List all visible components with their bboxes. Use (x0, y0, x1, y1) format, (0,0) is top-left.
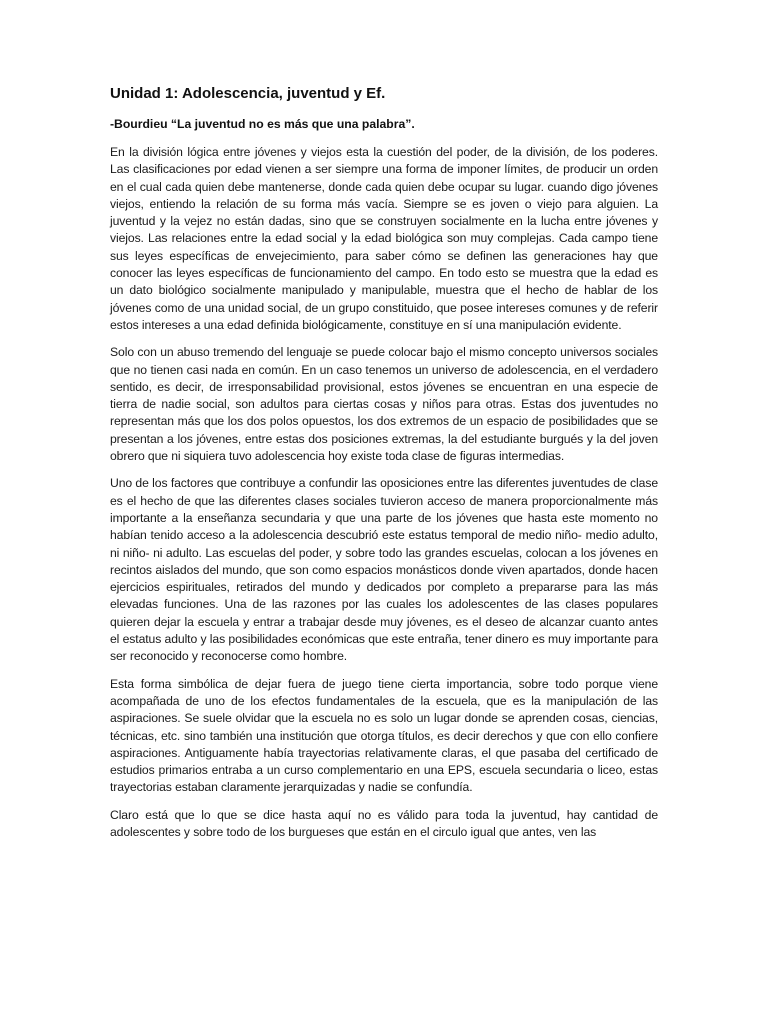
paragraph-4: Esta forma simbólica de dejar fuera de juego tiene cierta importancia, sobre todo porque viene acompañada de uno de los efectos fundamentales de la escuela, que es la manipulación de las aspiraciones. Se suele olvidar que la escuela no es solo un lugar donde se aprenden cosas, ciencias, técnicas, etc. sino también una institución que otorga títulos, es decir derechos y que con ello confiere aspiraciones. Antiguamente había trayectorias relativamente claras, el que pasaba del certificado de estudios primarios entraba a un curso complementario en una EPS, escuela secundaria o liceo, estas trayectorias estaban claramente jerarquizadas y nadie se confundía. (110, 676, 658, 795)
paragraph-1: En la división lógica entre jóvenes y viejos esta la cuestión del poder, de la división, de los poderes. Las clasificaciones por edad vienen a ser siempre una forma de imponer límites, de producir un orden en el cual cada quien debe mantenerse, donde cada quien debe ocupar su lugar. cuando digo jóvenes viejos, entiendo la relación de su forma más vacía. Siempre se es joven o viejo para alguien. La juventud y la vejez no están dadas, sino que se construyen socialmente en la lucha entre jóvenes y viejos. Las relaciones entre la edad social y la edad biológica son muy complejas. Cada campo tiene sus leyes específicas de envejecimiento, para saber cómo se definen las generaciones hay que conocer las leyes específicas de funcionamiento del campo. En todo esto se muestra que la edad es un dato biológico socialmente manipulado y manipulable, muestra que el hecho de hablar de los jóvenes como de una unidad social, de un grupo constituido, que posee intereses comunes y de referir estos intereses a una edad definida biológicamente, constituye en sí una manipulación evidente. (110, 145, 658, 332)
document-title: Unidad 1: Adolescencia, juventud y Ef. (110, 85, 386, 102)
paragraph-5: Claro está que lo que se dice hasta aquí no es válido para toda la juventud, hay cantidad de adolescentes y sobre todo de los burgueses que están en el circulo igual que antes, ven las (110, 807, 658, 839)
document-page (110, 84, 658, 851)
paragraph-2: Solo con un abuso tremendo del lenguaje se puede colocar bajo el mismo concepto universos sociales que no tienen casi nada en común. En un caso tenemos un universo de adolescencia, en el verdadero sentido, es decir, de irresponsabilidad provisional, estos jóvenes se encuentran en una especie de tierra de nadie social, son adultos para ciertas cosas y niños para otras. Estas dos juventudes no representan más que los dos polos opuestos, los dos extremos de un espacio de posibilidades que se presentan a los jóvenes, entre estas dos posiciones extremas, la del estudiante burgués y la del joven obrero que ni siquiera tuvo adolescencia hoy existe toda clase de figuras intermedias. (110, 345, 658, 464)
paragraph-3: Uno de los factores que contribuye a confundir las oposiciones entre las diferentes juventudes de clase es el hecho de que las diferentes clases sociales tuvieron acceso de manera proporcionalmente más importante a la enseñanza secundaria y que una parte de los jóvenes que hasta este momento no habían tenido acceso a la adolescencia descubrió este estatus temporal de medio niño- medio adulto, ni niño- ni adulto. Las escuelas del poder, y sobre todo las grandes escuelas, colocan a los jóvenes en recintos aislados del mundo, que son como espacios monásticos donde viven apartados, donde hacen ejercicios espirituales, retirados del mundo y dedicados por completo a prepararse para las más elevadas funciones. Una de las razones por las cuales los adolescentes de las clases populares quieren dejar la escuela y entrar a trabajar desde muy jóvenes, es el deseo de alcanzar cuanto antes el estatus adulto y las posibilidades económicas que este entraña, tener dinero es muy importante para ser reconocido y reconocerse como hombre. (110, 476, 658, 664)
document-subtitle: -Bourdieu “La juventud no es más que una palabra”. (110, 117, 415, 131)
